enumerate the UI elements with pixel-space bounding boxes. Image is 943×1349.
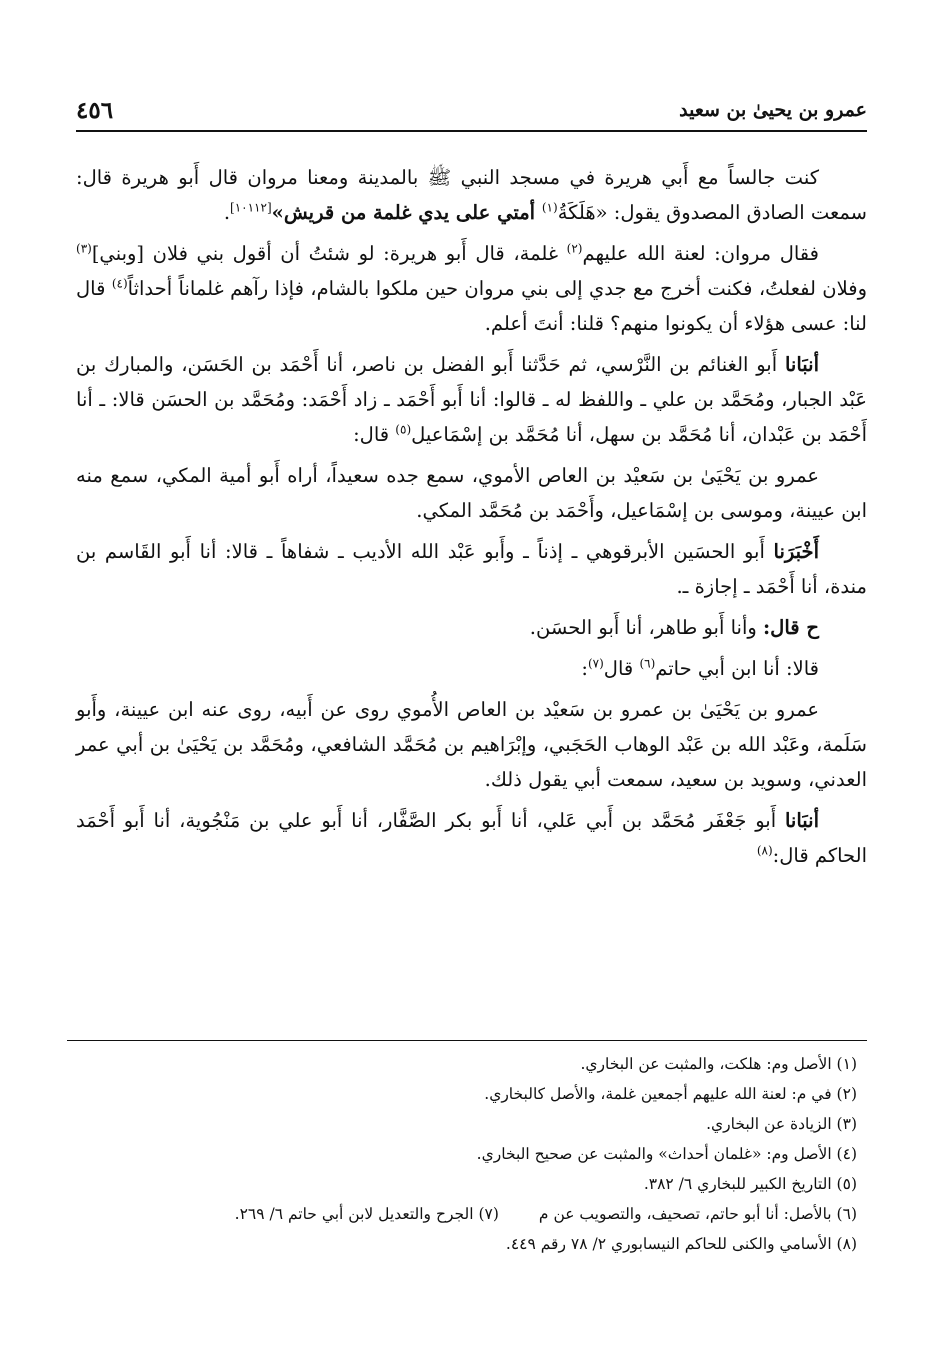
text-run: قال لنا: عسى هؤلاء أن يكونوا منهم؟ قلنا: أنتَ أعلم.	[76, 277, 867, 335]
text-run: كنت جالساً مع أَبي هريرة في مسجد النبي ﷺ بالمدينة ومعنا مروان قال أَبو هريرة قال: سمعت الصادق المصدوق يقول: «هَلَكَةُ	[76, 166, 867, 224]
footnote-row	[76, 1169, 867, 1199]
footnote-4: (٤) الأصل وم: «غلمان أحداث» والمثبت عن صحيح البخاري.	[476, 1145, 857, 1163]
text-run: عمرو بن يَحْيَىٰ بن عمرو بن سَعيْد بن العاص الأُموي روى عن أَبيه، روى عنه ابن عيينة، وأَبو سَلَمة، وعَبْد الله بن عَبْد الوهاب الحَجَبي، وإبْرَاهيم بن مُحَمَّد الشافعي، ومُحَمَّد بن يَحْيَىٰ بن أبي عمر العدني، وسويد بن سعيد، سمعت أبي يقول ذلك.	[76, 698, 867, 791]
footnote-8: (٨) الأسامي والكنى للحاكم النيسابوري ٢/ ٧٨ رقم ٤٤٩.	[505, 1235, 857, 1253]
footnote-row	[76, 1229, 867, 1259]
text-run: :	[581, 657, 588, 680]
footnote-marker: (٢)	[566, 241, 583, 256]
text-run: فقال مروان: لعنة الله عليهم	[582, 242, 819, 265]
paragraph-isnad-1	[76, 347, 867, 452]
isnad-lead: أنبَانا	[784, 353, 819, 376]
header-rule	[76, 130, 867, 132]
footnote-6: (٦) بالأصل: أنا أبو حاتم، تصحيف، والتصويب عن م	[538, 1205, 857, 1223]
text-run: أَبو الغنائم بن النَّرْسي، ثم حَدَّثنا أَبو الفضل بن ناصر، أنا أَحْمَد بن الحَسَن، والمبارك بن عَبْد الجبار، ومُحَمَّد بن علي ـ واللفظ له ـ قالوا: أنا أَبو أَحْمَد ـ زاد أَحْمَد: ومُحَمَّد بن الحسَن قالا: ـ أنا أَحْمَد بن عَبْدان، أنا مُحَمَّد بن سهل، أنا مُحَمَّد بن إسْمَاعيل	[76, 353, 867, 446]
paragraph-hadith	[76, 160, 867, 230]
paragraph-isnad-2	[76, 534, 867, 604]
footnote-marker: (٧)	[587, 656, 604, 671]
text-run: قال:	[353, 423, 396, 446]
isnad-lead: ح قال:	[762, 616, 819, 639]
text-run: وفلان لفعلتُ، فكنت أخرج مع جدي إلى بني مروان حين ملكوا بالشام، فإذا رآهم غلماناً أحداثاً	[127, 277, 867, 300]
text-run: قال	[603, 657, 640, 680]
text-run: .	[223, 201, 231, 224]
footnote-marker: (٦)	[639, 656, 656, 671]
footnote-rule	[67, 1040, 867, 1041]
text-run: غلمة، قال أَبو هريرة: لو شئتُ أن أقول بني فلان [وبني]	[91, 242, 567, 265]
text-run: عمرو بن يَحْيَىٰ بن سَعيْد بن العاص الأموي، سمع جده سعيداً، أراه أَبو أمية المكي، سمع منه ابن عيينة، وموسى بن إسْمَاعيل، وأَحْمَد بن مُحَمَّد المكي.	[76, 464, 867, 522]
footnote-marker: (٨)	[756, 843, 773, 858]
hadith-reference: [١٠١١٢]	[230, 200, 272, 215]
page-number: ٤٥٦	[76, 96, 114, 124]
footnote-5: (٥) التاريخ الكبير للبخاري ٦/ ٣٨٢.	[643, 1175, 857, 1193]
footnote-row	[76, 1109, 867, 1139]
text-run: أمتي على يدي غلمة من قريش»	[271, 201, 542, 224]
footnote-1: (١) الأصل وم: هلكت، والمثبت عن البخاري.	[580, 1055, 857, 1073]
isnad-lead: أَخْبَرَنا	[773, 540, 819, 563]
footnote-7: (٧) الجرح والتعديل لابن أبي حاتم ٦/ ٢٦٩.	[234, 1205, 499, 1223]
paragraph-isnad-3	[76, 610, 867, 645]
footnote-row	[76, 1139, 867, 1169]
footnote-marker: (١)	[541, 200, 558, 215]
main-text	[76, 160, 867, 879]
paragraph-biography-1	[76, 458, 867, 528]
paragraph-isnad-5	[76, 803, 867, 873]
footnote-marker: (٣)	[76, 241, 92, 256]
paragraph-biography-2	[76, 692, 867, 797]
page-header	[76, 92, 867, 128]
footnote-marker: (٤)	[111, 276, 128, 291]
footnote-row	[76, 1079, 867, 1109]
text-run: قالا: أنا ابن أبي حاتم	[655, 657, 819, 680]
text-run: أَبو الحسَين الأبرقوهي ـ إذناً ـ وأَبو عَبْد الله الأديب ـ شفاهاً ـ قالا: أنا أَبو القَاسم بن مندة، أنا أَحْمَد ـ إجازة ـ.	[76, 540, 867, 598]
isnad-lead: أنبَانا	[784, 809, 819, 832]
footnote-marker: (٥)	[395, 422, 412, 437]
running-title: عمرو بن يحيىٰ بن سعيد	[679, 99, 867, 121]
paragraph-marwan	[76, 236, 867, 341]
footnote-row	[76, 1049, 867, 1079]
text-run: وأنا أَبو طاهر، أنا أَبو الحسَن.	[529, 616, 763, 639]
footnote-row	[76, 1199, 867, 1229]
footnotes	[76, 1049, 867, 1259]
footnote-2: (٢) في م: لعنة الله عليهم أجمعين غلمة، والأصل كالبخاري.	[484, 1085, 857, 1103]
text-run: أَبو جَعْفَر مُحَمَّد بن أَبي عَلي، أنا أَبو بكر الصَّفَّار، أنا أَبو علي بن مَنْجُوية، أنا أَبو أَحْمَد الحاكم قال:	[76, 809, 867, 867]
footnote-3: (٣) الزيادة عن البخاري.	[706, 1115, 857, 1133]
paragraph-isnad-4	[76, 651, 867, 686]
